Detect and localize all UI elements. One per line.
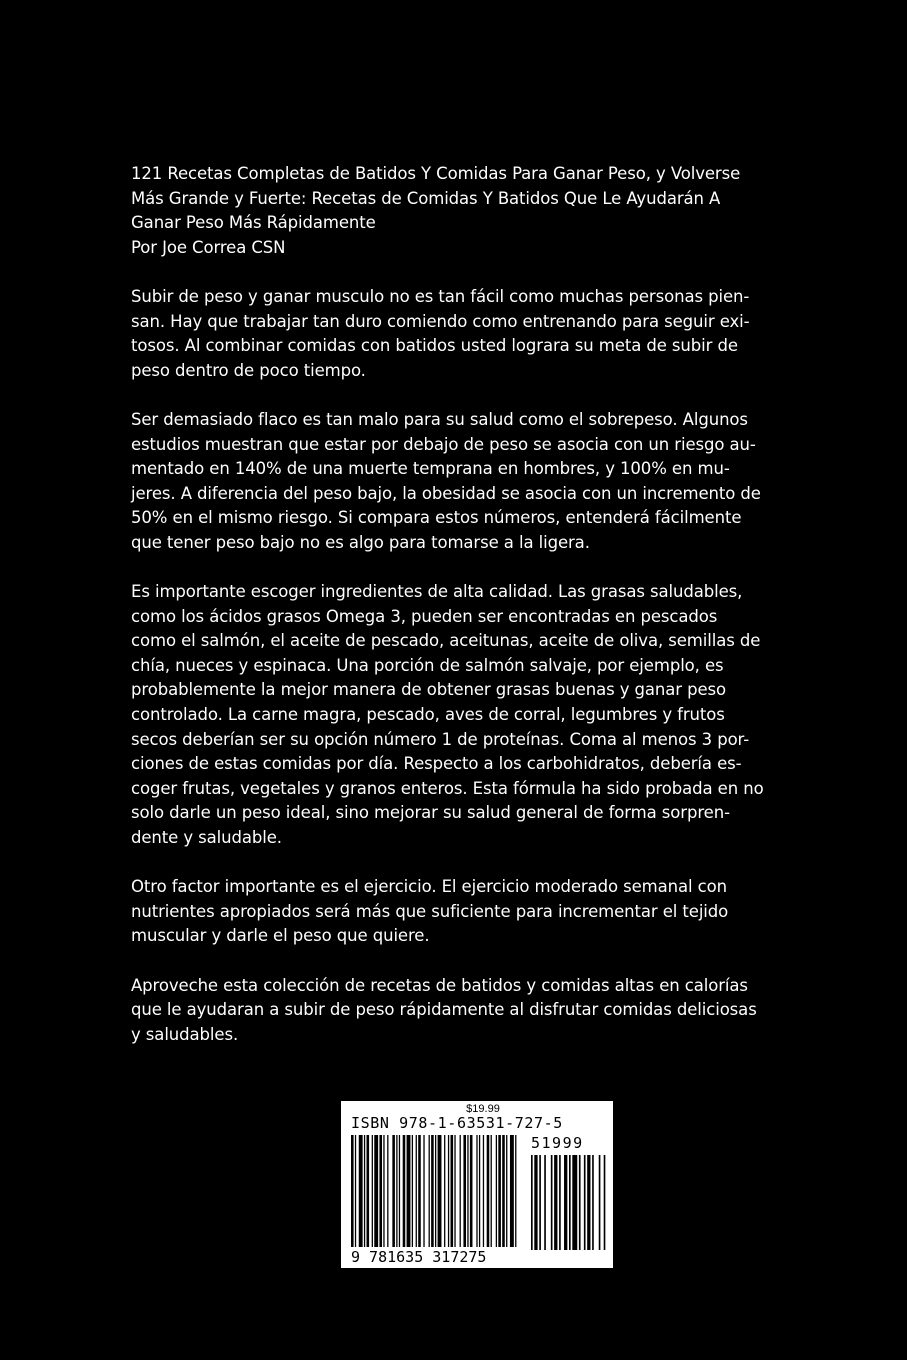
- barcode-addon-bar: [572, 1155, 577, 1250]
- barcode-digits: 9 781635 317275: [351, 1248, 487, 1266]
- barcode-addon-bar: [584, 1155, 586, 1250]
- barcode-bar: [364, 1135, 365, 1247]
- barcode-bar: [451, 1135, 454, 1247]
- barcode-bar: [448, 1135, 449, 1247]
- barcode-bar: [412, 1135, 413, 1247]
- paragraph-line: que tener peso bajo no es algo para tomarse a la ligera.: [131, 532, 590, 552]
- paragraph-intro: [131, 285, 791, 383]
- barcode-bar: [435, 1135, 436, 1247]
- barcode-addon-bar: [604, 1155, 606, 1250]
- paragraph-line: que le ayudaran a subir de peso rápidamente al disfrutar comidas deliciosas: [131, 1000, 757, 1020]
- paragraph-exercise: [131, 875, 791, 949]
- barcode-bar: [372, 1135, 373, 1247]
- price-label: $19.99: [466, 1103, 500, 1115]
- barcode-bar: [355, 1135, 356, 1247]
- paragraph-line: como el salmón, el aceite de pescado, aceitunas, aceite de oliva, semillas de: [131, 631, 761, 651]
- paragraph-line: muscular y darle el peso que quiere.: [131, 926, 430, 946]
- paragraph-line: nutrientes apropiados será más que suficiente para incrementar el tejido: [131, 901, 729, 921]
- paragraph-line: controlado. La carne magra, pescado, aves de corral, legumbres y frutos: [131, 705, 725, 725]
- barcode-bar: [396, 1135, 397, 1247]
- barcode-addon-bar: [551, 1155, 553, 1250]
- paragraph-line: dente y saludable.: [131, 828, 282, 848]
- barcode-bar: [407, 1135, 411, 1247]
- paragraph-line: secos deberían ser su opción número 1 de proteínas. Coma al menos 3 por-: [131, 729, 750, 749]
- title-block: [131, 162, 791, 260]
- barcode-bar: [476, 1135, 477, 1247]
- paragraph-line: Es importante escoger ingredientes de alta calidad. Las grasas saludables,: [131, 582, 743, 602]
- paragraph-line: estudios muestran que estar por debajo de peso se asocia con un riesgo au-: [131, 434, 756, 454]
- paragraph-line: Otro factor importante es el ejercicio. El ejercicio moderado semanal con: [131, 877, 727, 897]
- barcode-bar: [387, 1135, 388, 1247]
- barcode-addon-bar: [569, 1155, 571, 1250]
- paragraph-health: [131, 408, 791, 556]
- barcode-bar: [379, 1135, 382, 1247]
- paragraph-line: como los ácidos grasos Omega 3, pueden ser encontradas en pescados: [131, 606, 718, 626]
- barcode-bar: [429, 1135, 430, 1247]
- paragraph-line: coger frutas, vegetales y granos enteros. Esta fórmula ha sido probada en no: [131, 778, 764, 798]
- barcode-bar: [431, 1135, 434, 1247]
- title-line: Ganar Peso Más Rápidamente: [131, 213, 376, 233]
- barcode-addon-bar: [531, 1155, 533, 1250]
- paragraph-line: 50% en el mismo riesgo. Si compara estos números, entenderá fácilmente: [131, 508, 742, 528]
- addon-digits: 51999: [531, 1134, 584, 1152]
- barcode-bar: [498, 1135, 501, 1247]
- barcode-addon-bar: [554, 1155, 557, 1250]
- back-cover-text: [131, 162, 791, 1047]
- barcode-addon-bar: [592, 1155, 594, 1250]
- paragraph-line: ciones de estas comidas por día. Respecto a los carbohidratos, debería es-: [131, 754, 742, 774]
- barcode-bar: [383, 1135, 384, 1247]
- paragraph-closing: [131, 974, 791, 1048]
- barcode-addon-bar: [564, 1155, 567, 1250]
- title-line: Más Grande y Fuerte: Recetas de Comidas Y Batidos Que Le Ayudarán A: [131, 188, 721, 208]
- paragraph-line: Subir de peso y ganar musculo no es tan fácil como muchas personas pien-: [131, 286, 750, 306]
- paragraph-line: san. Hay que trabajar tan duro comiendo como entrenando para seguir exi-: [131, 311, 750, 331]
- barcode-bar: [463, 1135, 466, 1247]
- barcode-bar: [515, 1135, 516, 1247]
- barcode-bar: [483, 1135, 484, 1247]
- isbn-text: ISBN 978-1-63531-727-5: [351, 1114, 563, 1132]
- barcode-bar: [438, 1135, 442, 1247]
- barcode-bar: [416, 1135, 417, 1247]
- barcode-bar: [479, 1135, 480, 1247]
- barcode-bar: [496, 1135, 497, 1247]
- paragraph-line: solo darle un peso ideal, sino mejorar su salud general de forma sorpren-: [131, 803, 730, 823]
- paragraph-line: tosos. Al combinar comidas con batidos usted lograra su meta de subir de: [131, 336, 738, 356]
- barcode-addon-bar: [587, 1155, 590, 1250]
- author-line: Por Joe Correa CSN: [131, 237, 286, 257]
- paragraph-ingredients: [131, 580, 791, 851]
- barcode-bar: [374, 1135, 378, 1247]
- paragraph-line: Ser demasiado flaco es tan malo para su salud como el sobrepeso. Algunos: [131, 409, 748, 429]
- barcode-bar: [510, 1135, 514, 1247]
- barcode-bar: [367, 1135, 370, 1247]
- isbn-barcode-label: [341, 1101, 613, 1268]
- title-line: 121 Recetas Completas de Batidos Y Comidas Para Ganar Peso, y Volverse: [131, 164, 741, 183]
- paragraph-line: Aproveche esta colección de recetas de batidos y comidas altas en calorías: [131, 975, 748, 995]
- barcode-addon-bar: [559, 1155, 561, 1250]
- barcode-bar: [423, 1135, 424, 1247]
- barcode-bar: [351, 1135, 354, 1247]
- barcode-bar: [502, 1135, 505, 1247]
- barcode-bar: [470, 1135, 473, 1247]
- barcode-addon-bar: [579, 1155, 581, 1250]
- paragraph-line: mentado en 140% de una muerte temprana en hombres, y 100% en mu-: [131, 459, 730, 479]
- barcode-bar: [487, 1135, 490, 1247]
- barcode-addon-bar: [539, 1155, 541, 1250]
- barcode-bar: [359, 1135, 363, 1247]
- barcode-addon-bar: [534, 1155, 537, 1250]
- barcode-addon-bar: [599, 1155, 601, 1250]
- barcode-bar: [403, 1135, 406, 1247]
- barcode-icon: [351, 1135, 609, 1250]
- paragraph-line: jeres. A diferencia del peso bajo, la obesidad se asocia con un incremento de: [131, 483, 761, 503]
- barcode-bar: [392, 1135, 395, 1247]
- paragraph-line: peso dentro de poco tiempo.: [131, 360, 366, 380]
- barcode-bar: [460, 1135, 461, 1247]
- barcode-bar: [454, 1135, 455, 1247]
- barcode-bar: [418, 1135, 421, 1247]
- barcode-bar: [467, 1135, 468, 1247]
- paragraph-line: y saludables.: [131, 1024, 239, 1044]
- barcode-bar: [444, 1135, 445, 1247]
- barcode-addon-bar: [544, 1155, 546, 1250]
- barcode-bar: [399, 1135, 400, 1247]
- paragraph-line: chía, nueces y espinaca. Una porción de salmón salvaje, por ejemplo, es: [131, 655, 724, 675]
- paragraph-line: probablemente la mejor manera de obtener grasas buenas y ganar peso: [131, 680, 727, 700]
- barcode-bar: [491, 1135, 492, 1247]
- barcode-bar: [506, 1135, 507, 1247]
